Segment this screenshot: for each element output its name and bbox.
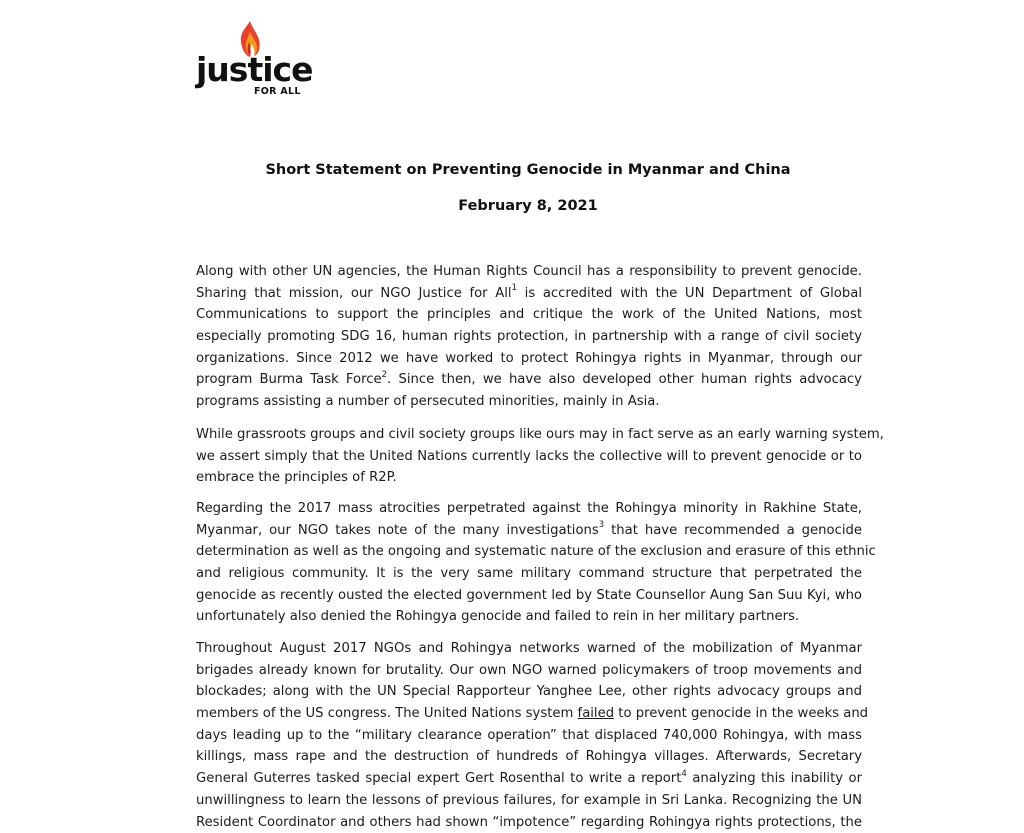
text-run: is accredited with the UN Department of Global <box>525 286 862 301</box>
paragraph-line: organizations. Since 2012 we have worked to protect Rohingya rights in Myanmar, through our <box>196 348 862 370</box>
paragraph-4 <box>196 638 862 833</box>
text-run: to prevent genocide in the weeks and <box>618 706 868 721</box>
paragraph-line <box>196 283 862 305</box>
document-date: February 8, 2021 <box>0 198 1024 214</box>
paragraph-line <box>196 369 862 391</box>
text-run: . Since then, we have also developed other human rights advocacy <box>387 372 862 387</box>
paragraph-line: killings, mass rape and the destruction of hundreds of Rohingya villages. Afterwards, Secretary <box>196 746 862 768</box>
paragraph-line: Regarding the 2017 mass atrocities perpetrated against the Rohingya minority in Rakhine State, <box>196 498 862 520</box>
paragraph-3 <box>196 498 862 628</box>
document-title: Short Statement on Preventing Genocide in Myanmar and China <box>0 162 1024 178</box>
paragraph-line: genocide as recently ousted the elected government led by State Counsellor Aung San Suu Kyi, who <box>196 585 862 607</box>
text-run: Sharing that mission, our NGO Justice for All <box>196 286 512 301</box>
paragraph-line: Throughout August 2017 NGOs and Rohingya networks warned of the mobilization of Myanmar <box>196 638 862 660</box>
paragraph-line: especially promoting SDG 16, human rights protection, in partnership with a range of civil society <box>196 326 862 348</box>
footnote-ref-2[interactable]: 2 <box>382 370 387 380</box>
paragraph-line: programs assisting a number of persecuted minorities, mainly in Asia. <box>196 391 862 413</box>
paragraph-line: Along with other UN agencies, the Human Rights Council has a responsibility to prevent genocide. <box>196 261 862 283</box>
paragraph-line: brigades already known for brutality. Our own NGO warned policymakers of troop movements and <box>196 660 862 682</box>
underlined-failed: failed <box>578 706 615 721</box>
paragraph-line: determination as well as the ongoing and systematic nature of the exclusion and erasure of this ethnic <box>196 541 862 563</box>
paragraph-2 <box>196 424 862 489</box>
text-run: analyzing this inability or <box>692 771 862 786</box>
paragraph-line: Communications to support the principles and critique the work of the United Nations, most <box>196 304 862 326</box>
paragraph-line: and religious community. It is the very same military command structure that perpetrated the <box>196 563 862 585</box>
paragraph-line: embrace the principles of R2P. <box>196 467 862 489</box>
text-run: program Burma Task Force <box>196 372 382 387</box>
logo-wordmark: justice <box>196 52 312 88</box>
paragraph-line: blockades; along with the UN Special Rapporteur Yanghee Lee, other rights advocacy groups and <box>196 681 862 703</box>
text-run: that have recommended a genocide <box>611 523 862 538</box>
paragraph-line: Resident Coordinator and others had shown “impotence” regarding Rohingya rights protections, the <box>196 812 862 833</box>
paragraph-line: unfortunately also denied the Rohingya genocide and failed to rein in her military partners. <box>196 606 862 628</box>
text-run: Myanmar, our NGO takes note of the many investigations <box>196 523 599 538</box>
justice-for-all-logo <box>196 18 314 98</box>
paragraph-line: days leading up to the “military clearance operation” that displaced 740,000 Rohingya, with mass <box>196 725 862 747</box>
paragraph-line: While grassroots groups and civil society groups like ours may in fact serve as an early warning system, <box>196 424 862 446</box>
paragraph-line <box>196 703 862 725</box>
logo-subtitle: FOR ALL <box>254 86 301 97</box>
footnote-ref-1[interactable]: 1 <box>512 283 517 293</box>
text-run: General Guterres tasked special expert Gert Rosenthal to write a report <box>196 771 681 786</box>
paragraph-1 <box>196 261 862 413</box>
footnote-ref-3[interactable]: 3 <box>599 520 604 530</box>
paragraph-line: unwillingness to learn the lessons of previous failures, for example in Sri Lanka. Recognizing the UN <box>196 790 862 812</box>
paragraph-line <box>196 768 862 790</box>
paragraph-line: we assert simply that the United Nations currently lacks the collective will to prevent genocide or to <box>196 446 862 468</box>
text-run: members of the US congress. The United Nations system <box>196 706 573 721</box>
footnote-ref-4[interactable]: 4 <box>681 769 686 779</box>
paragraph-line <box>196 520 862 542</box>
